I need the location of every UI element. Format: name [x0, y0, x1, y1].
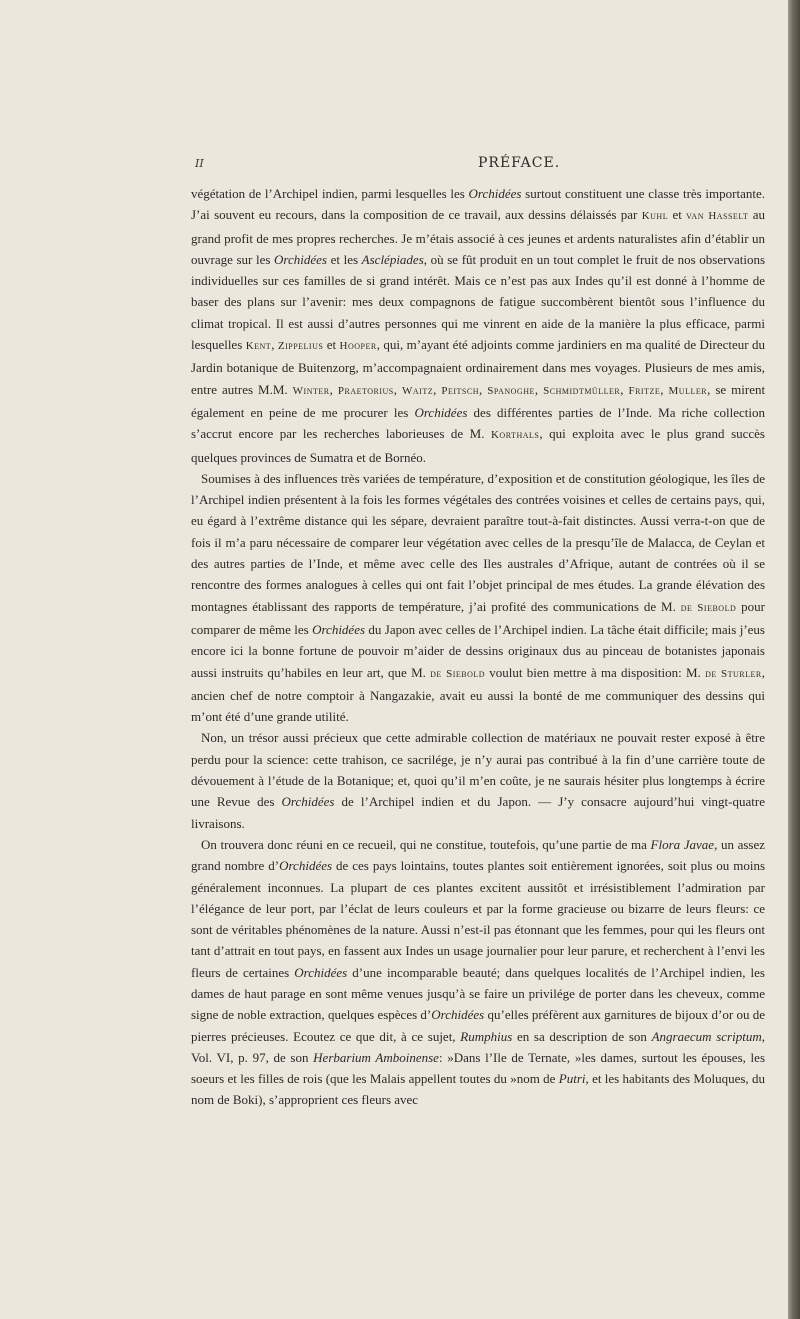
text-run: voulut bien mettre à ma disposition: M. — [485, 664, 706, 680]
text-run: , — [329, 381, 338, 397]
italic-term: Orchidées — [414, 404, 468, 420]
text-run: qu’elles préfèrent aux garnitures de bijoux d’or ou de pierres précieuses. Ecoutez ce que dit, à ce sujet, — [191, 1007, 766, 1044]
italic-term: Orchidées — [312, 621, 366, 637]
person-name: Praetorius — [337, 384, 394, 397]
paragraph — [191, 727, 765, 833]
text-run: , un assez grand nombre d’ — [191, 836, 765, 874]
text-run: Non, un trésor aussi précieux que cette admirable collection de matériaux ne pouvait rester exposé à être perdu pour la science: cette trahison, ce sacrilége, je n’y aurai pas contribué à la fin d’une carrière toute de dévouement à l’étude de la Botanique; et, quoi qu’il m’en coûte, je ne saurais hésiter plus longtemps à écrire une Revue des — [191, 730, 765, 810]
text-run: de ces pays lointains, toutes plantes soit entièrement ignorées, soit plus ou moins généralement inconnues. La plupart de ces plantes excitent aussitôt et irrésistiblement l’admiration par l’élégance de leur port, par l’éclat de leurs couleurs et par la forme gracieuse ou bizarre de leurs fleurs: ce sont de véritables phénomènes de la nature. Aussi n’est-il pas étonnant que les femmes, pour qui les fleurs ont tant d’attrait en tout pays, en fassent aux Indes un usage journalier pour leur parure, et recherchent à l’envi les fleurs de certaines — [191, 858, 766, 980]
italic-term: Orchidées — [468, 186, 522, 201]
italic-term: Orchidées — [281, 794, 335, 810]
text-run: , qui, m’ayant été adjoints comme jardiniers en ma qualité de Directeur du Jardin botanique de Buitenzorg, m’accompagnaient ordinairement dans mes voyages. Plusieurs de mes amis, entre autres M.M. — [191, 337, 766, 397]
italic-term: Flora Javae — [650, 836, 715, 852]
running-title: PRÉFACE. — [478, 155, 561, 171]
text-run: en sa description de son — [512, 1028, 652, 1044]
text-run: , Vol. VI, p. 97, de son — [191, 1028, 765, 1065]
text-run: , et les habitants des Moluques, du nom de Boki), s’approprient ces fleurs avec — [191, 1071, 765, 1108]
text-run: , — [534, 381, 544, 397]
italic-term: Asclépiades — [361, 251, 424, 267]
italic-term: Putri — [558, 1071, 586, 1087]
person-name: Kuhl — [641, 210, 669, 223]
italic-term: Angraecum scriptum — [651, 1028, 762, 1044]
paragraph — [191, 183, 765, 468]
person-name: Muller — [668, 384, 708, 397]
person-name: de Sturler — [705, 667, 762, 680]
italic-term: Herbarium Amboinense — [313, 1049, 439, 1065]
person-name: van Hasselt — [686, 210, 749, 223]
text-run: , — [660, 381, 669, 397]
text-run: , — [479, 381, 488, 397]
text-run: , où se fût produit en un tout complet le fruit de nos observations individuelles sur ces familles de si grand intérêt. Mais ce n’est pas aux Indes qu’il est donné à l’homme de baser des plans sur l’avenir: mes deux compagnons de fatigue succombèrent bientôt sous l’influence du climat tropical. Il est aussi d’autres personnes qui me vinrent en aide de la manière la plus efficace, parmi lesquelles — [191, 251, 765, 353]
person-name: de Siebold — [430, 667, 486, 680]
body-text — [191, 183, 765, 1111]
text-run: et les — [327, 251, 362, 267]
italic-term: Orchidées — [294, 964, 348, 980]
person-name: Waitz — [402, 384, 434, 397]
text-run: Soumises à des influences très variées de température, d’exposition et de constitution géologique, les îles de l’Archipel indien présentent à la fois les formes végétales des contrées voisines et celles de certains pays, qui, eu égard à l’extrême distance qui les sépare, devraient paraître tout-à-fait distinctes. Aussi verra-t-on que de fois il m’a paru nécessaire de comparer leur végétation avec celles de la presqu’île de Malacca, de Ceylan et des autres parties de l’Inde, et même avec celle des Iles australes d’Afrique, autant de contrées où il se rencontre des formes analogues à celles qui ont fait l’objet principal de mes études. La grande élévation des montagnes établissant des rapports de température, j’ai profité des communications de M. — [191, 470, 765, 614]
person-name: Spanoghe — [487, 384, 535, 397]
person-name: Winter — [292, 384, 330, 397]
page-number: II — [195, 157, 204, 170]
text-run: d’une incomparable beauté; dans quelques localités de l’Archipel indien, les dames de haut parage en sont même venues jusqu’à se faire un privilége de porter dans les cheveux, comme signe de noble extraction, quelques espèces d’ — [191, 964, 765, 1023]
text-run: , — [433, 381, 442, 397]
person-name: Peitsch — [441, 384, 479, 397]
text-run: : »Dans l’Ile de Ternate, »les dames, surtout les épouses, les soeurs et les filles de rois (que les Malais appellent toutes du »nom de — [191, 1049, 766, 1087]
person-name: Hooper — [339, 340, 377, 353]
paragraph — [191, 834, 765, 1111]
text-run: , se mirent également en peine de me procurer les — [191, 381, 766, 420]
text-run: des différentes parties de l’Inde. Ma riche collection s’accrut encore par les recherches laborieuses de M. — [191, 404, 765, 442]
text-run: au grand profit de mes propres recherches. Je m’étais associé à ces jeunes et ardents naturalistes afin d’établir un ouvrage sur les — [191, 207, 765, 267]
person-name: Korthals — [490, 429, 540, 442]
text-run: et — [323, 337, 340, 353]
text-run: , — [620, 381, 629, 397]
italic-term: Orchidées — [431, 1007, 485, 1023]
text-run: , — [271, 337, 278, 353]
person-name: Zippelius — [277, 340, 324, 353]
italic-term: Orchidées — [274, 251, 327, 267]
person-name: Kent — [245, 340, 272, 353]
text-run: et — [668, 207, 687, 223]
italic-term: Orchidées — [279, 858, 333, 874]
text-run: de l’Archipel indien et du Japon. — J’y consacre aujourd’hui vingt-quatre livraisons. — [191, 794, 765, 831]
text-run: , — [393, 381, 402, 397]
text-run: du Japon avec celles de l’Archipel indien. La tâche était difficile; mais j’eus encore ici la bonne fortune de pouvoir m’aider de dessins originaux dus au pinceau de botanistes japonais aussi instruits qu’habiles en leur art, que M. — [191, 621, 765, 680]
paragraph — [191, 468, 765, 728]
text-run: On trouvera donc réuni en ce recueil, qui ne constitue, toutefois, qu’une partie de ma — [201, 836, 651, 852]
page-edge-shadow — [788, 0, 800, 1319]
person-name: Fritze — [628, 384, 661, 397]
text-run: pour comparer de même les — [191, 598, 765, 637]
person-name: Schmidtmüller — [543, 384, 621, 397]
italic-term: Rumphius — [460, 1028, 513, 1044]
text-run: , qui exploita avec le plus grand succès quelques provinces de Sumatra et de Bornéo. — [191, 426, 765, 465]
page-header — [195, 155, 785, 175]
text-run: végétation de l’Archipel indien, parmi lesquelles les — [191, 186, 469, 201]
person-name: de Siebold — [680, 601, 737, 614]
text-run: , ancien chef de notre comptoir à Nangazakie, avait eu aussi la bonté de me communiquer des dessins qui m’ont été d’une grande utilité. — [191, 664, 765, 725]
text-run: surtout constituent une classe très importante. J’ai souvent eu recours, dans la composition de ce travail, aux dessins délaissés par — [191, 186, 766, 223]
